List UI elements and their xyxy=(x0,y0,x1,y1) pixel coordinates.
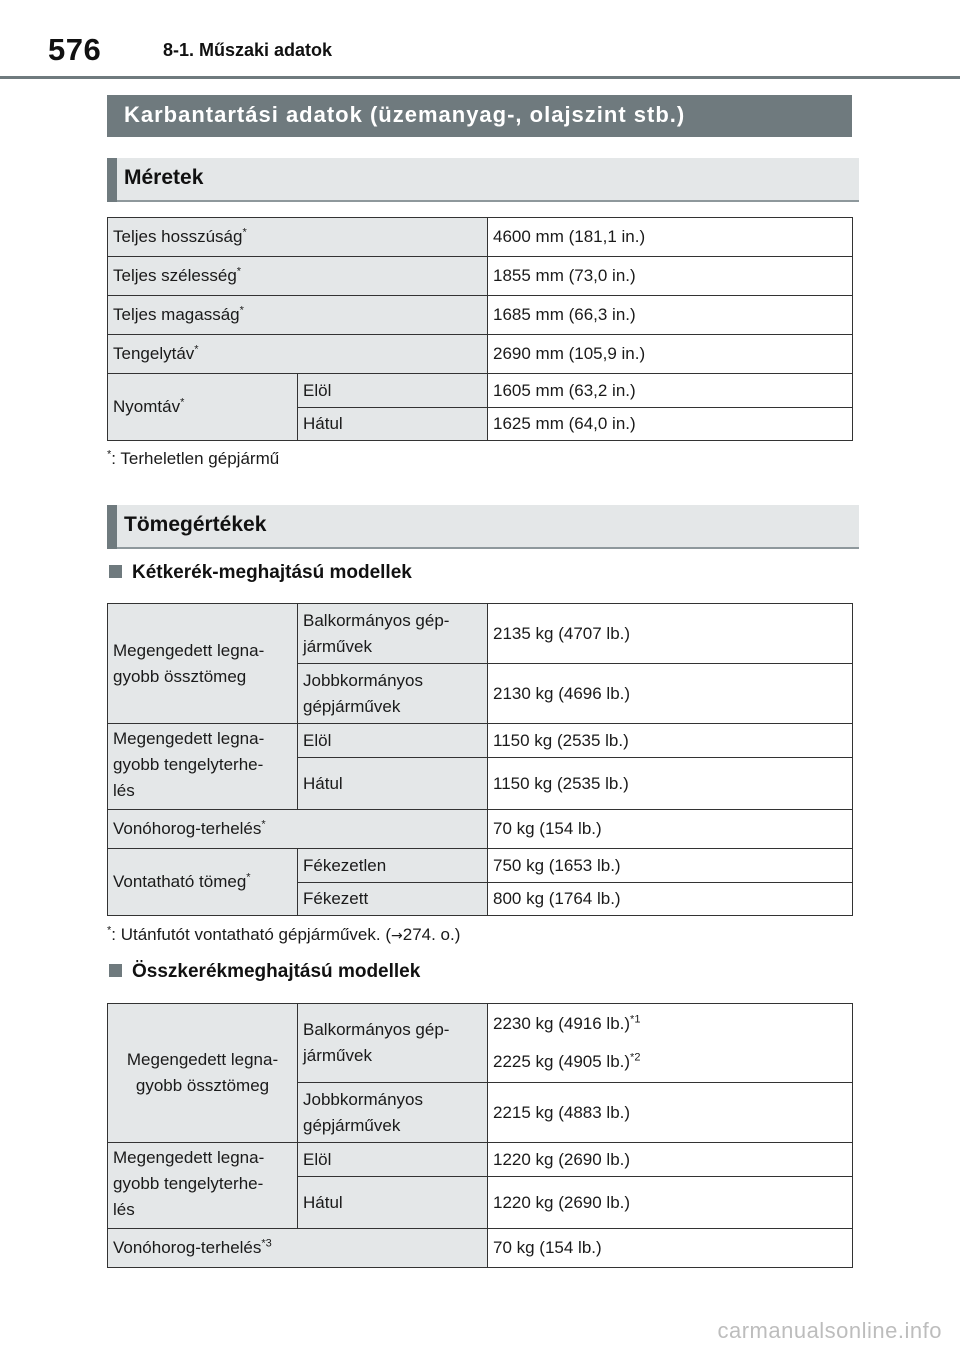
label-line: gépjárművek xyxy=(303,696,401,716)
label-line: járművek xyxy=(303,1046,372,1065)
value-cell: 1220 kg (2690 lb.) xyxy=(488,1143,853,1177)
row-label: Teljes szélesség xyxy=(113,266,237,285)
footnote-mark: * xyxy=(107,924,112,937)
table-row xyxy=(108,374,853,408)
value-line: 2230 kg (4916 lb.) xyxy=(493,1014,631,1033)
label-cell xyxy=(108,849,298,916)
label-cell xyxy=(108,296,488,335)
label-line: gépjárművek xyxy=(303,1115,401,1135)
square-bullet-icon xyxy=(109,964,122,977)
label-line: gyobb össztömeg xyxy=(135,1076,270,1095)
value-cell: 2135 kg (4707 lb.) xyxy=(488,604,853,664)
value-cell: 1685 mm (66,3 in.) xyxy=(488,296,853,335)
watermark: carmanualsonline.info xyxy=(717,1318,942,1343)
value-cell: 1150 kg (2535 lb.) xyxy=(488,724,853,758)
value-cell: 1220 kg (2690 lb.) xyxy=(488,1177,853,1229)
sub-label-cell: Elöl xyxy=(298,1143,488,1177)
sub-label-cell: Elöl xyxy=(298,374,488,408)
page-number: 576 xyxy=(48,32,102,67)
footnote-mark: * xyxy=(239,304,244,317)
square-bullet-icon xyxy=(109,565,122,578)
table-row xyxy=(108,810,853,849)
arrow-right-icon: → xyxy=(391,928,403,944)
label-cell xyxy=(108,374,298,441)
footnote-mark: * xyxy=(107,448,112,461)
dimensions-footnote xyxy=(107,449,279,469)
sub-label-cell: Fékezett xyxy=(298,883,488,916)
row-label: Vonóhorog-terhelés xyxy=(113,819,262,838)
heading-marker xyxy=(107,505,117,549)
table-row xyxy=(108,604,853,664)
label-line: Megengedett legna- xyxy=(113,640,265,660)
footnote-mark: * xyxy=(236,265,242,278)
value-cell: 1150 kg (2535 lb.) xyxy=(488,758,853,810)
twd-title xyxy=(109,562,412,584)
header-rule xyxy=(0,76,960,79)
value-cell: 4600 mm (181,1 in.) xyxy=(488,218,853,257)
value-cell xyxy=(488,1004,853,1083)
label-cell xyxy=(108,335,488,374)
label-line: Jobbkormányos xyxy=(303,670,424,690)
sub-label-cell xyxy=(298,664,488,724)
table-row xyxy=(108,1004,853,1083)
label-cell xyxy=(108,218,488,257)
awd-weights-table xyxy=(107,1003,853,1268)
section-title: Karbantartási adatok (üzemanyag-, olajszint stb.) xyxy=(107,95,852,137)
value-cell: 2690 mm (105,9 in.) xyxy=(488,335,853,374)
label-cell xyxy=(108,1229,488,1268)
table-row xyxy=(108,335,853,374)
label-cell xyxy=(108,1004,298,1143)
sub-label-cell: Hátul xyxy=(298,1177,488,1229)
label-line: lés xyxy=(113,1200,135,1219)
dimensions-table xyxy=(107,217,853,441)
twd-title-text: Kétkerék-meghajtású modellek xyxy=(132,562,412,583)
page-reference-link[interactable]: 274. o.) xyxy=(402,925,461,944)
sub-label-cell: Elöl xyxy=(298,724,488,758)
label-line: lés xyxy=(113,781,135,800)
label-cell xyxy=(108,1143,298,1229)
label-cell xyxy=(108,810,488,849)
value-line: 2225 kg (4905 lb.) xyxy=(493,1052,631,1071)
label-line: Balkormányos gép- xyxy=(303,1020,450,1039)
label-line: gyobb tengelyterhe- xyxy=(113,755,264,774)
row-label: Teljes hosszúság xyxy=(113,227,243,246)
table-row xyxy=(108,296,853,335)
row-label: Teljes magasság xyxy=(113,305,240,324)
row-label: Nyomtáv xyxy=(113,397,181,416)
label-cell xyxy=(108,604,298,724)
value-cell: 800 kg (1764 lb.) xyxy=(488,883,853,916)
sub-label-cell: Hátul xyxy=(298,758,488,810)
table-row xyxy=(108,1143,853,1177)
table-row xyxy=(108,218,853,257)
table-row xyxy=(108,1229,853,1268)
label-cell xyxy=(108,724,298,810)
table-row xyxy=(108,257,853,296)
label-line: Megengedett legna- xyxy=(126,1050,279,1069)
table-row xyxy=(108,724,853,758)
chapter-title: 8-1. Műszaki adatok xyxy=(163,40,333,60)
label-line: Megengedett legna- xyxy=(113,729,265,748)
value-cell: 1605 mm (63,2 in.) xyxy=(488,374,853,408)
dimensions-heading-text: Méretek xyxy=(124,166,204,189)
label-line: gyobb tengelyterhe- xyxy=(113,1174,264,1193)
footnote-mark: *1 xyxy=(630,1013,641,1026)
row-label: Vontatható tömeg xyxy=(113,872,247,891)
value-cell: 750 kg (1653 lb.) xyxy=(488,849,853,883)
awd-title-text: Összkerékmeghajtású modellek xyxy=(132,961,421,982)
awd-title xyxy=(109,961,420,983)
label-line: Balkormányos gép- xyxy=(303,610,450,630)
footnote-text: : Terheletlen gépjármű xyxy=(111,449,280,468)
heading-marker xyxy=(107,158,117,202)
footnote-mark: *3 xyxy=(261,1237,272,1250)
value-cell: 1855 mm (73,0 in.) xyxy=(488,257,853,296)
label-line: gyobb össztömeg xyxy=(113,666,247,686)
value-cell: 70 kg (154 lb.) xyxy=(488,810,853,849)
footnote-mark: * xyxy=(242,226,247,239)
row-label: Vonóhorog-terhelés xyxy=(113,1238,262,1257)
value-cell: 70 kg (154 lb.) xyxy=(488,1229,853,1268)
sub-label-cell: Hátul xyxy=(298,408,488,441)
footnote-mark: * xyxy=(261,818,266,831)
sub-label-cell xyxy=(298,604,488,664)
label-line: Jobbkormányos xyxy=(303,1089,424,1109)
footnote-mark: *2 xyxy=(630,1051,641,1064)
footnote-mark: * xyxy=(246,871,251,884)
footnote-text: : Utánfutót vontatható gépjárművek. ( xyxy=(111,925,391,944)
footnote-mark: * xyxy=(194,343,199,356)
sub-label-cell xyxy=(298,1004,488,1083)
weights-heading xyxy=(107,505,859,549)
sub-label-cell: Fékezetlen xyxy=(298,849,488,883)
twd-weights-table xyxy=(107,603,853,916)
row-label: Tengelytáv xyxy=(113,344,195,363)
value-cell: 1625 mm (64,0 in.) xyxy=(488,408,853,441)
sub-label-cell xyxy=(298,1083,488,1143)
label-line: járművek xyxy=(303,636,372,656)
value-cell: 2215 kg (4883 lb.) xyxy=(488,1083,853,1143)
weights-heading-text: Tömegértékek xyxy=(124,513,267,536)
twd-footnote xyxy=(107,925,460,945)
label-cell xyxy=(108,257,488,296)
value-cell: 2130 kg (4696 lb.) xyxy=(488,664,853,724)
footnote-mark: * xyxy=(180,396,185,409)
label-line: Megengedett legna- xyxy=(113,1148,265,1167)
dimensions-heading xyxy=(107,158,859,202)
table-row xyxy=(108,849,853,883)
